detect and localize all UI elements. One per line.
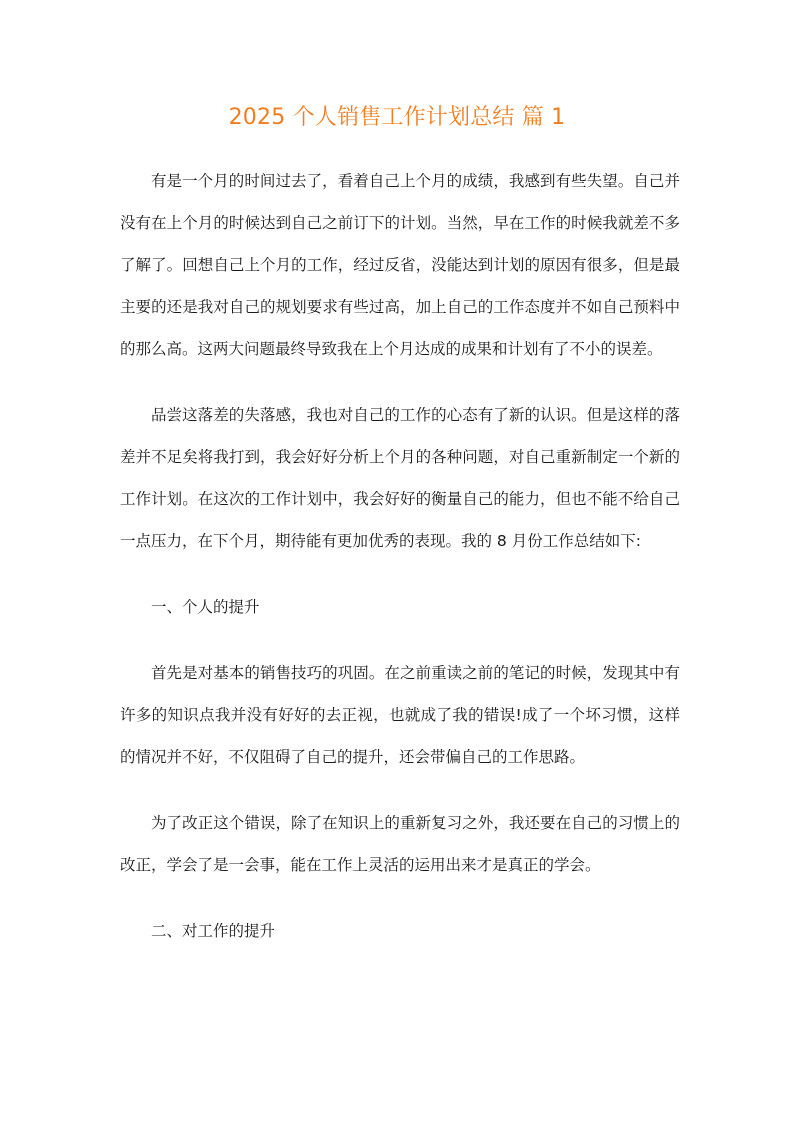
paragraph: 为了改正这个错误，除了在知识上的重新复习之外，我还要在自己的习惯上的改正，学会了是一会事，能在工作上灵活的运用出来才是真正的学会。 bbox=[120, 814, 680, 874]
paragraph-spacer bbox=[120, 628, 680, 652]
paragraph-spacer bbox=[120, 562, 680, 586]
document-body bbox=[120, 160, 680, 952]
paragraph: 品尝这落差的失落感，我也对自己的工作的心态有了新的认识。但是这样的落差并不足矣将我打到，我会好好分析上个月的各种问题，对自己重新制定一个新的工作计划。在这次的工作计划中，我会好好的衡量自己的能力，但也不能不给自己一点压力，在下个月，期待能有更加优秀的表现。我的 8 月份工作总结如下: bbox=[120, 406, 680, 550]
paragraph: 首先是对基本的销售技巧的巩固。在之前重读之前的笔记的时候，发现其中有许多的知识点我并没有好好的去正视，也就成了我的错误!成了一个坏习惯，这样的情况并不好，不仅阻碍了自己的提升，还会带偏自己的工作思路。 bbox=[120, 664, 680, 766]
section-heading: 一、个人的提升 bbox=[151, 598, 260, 616]
paragraph-spacer bbox=[120, 370, 680, 394]
paragraph-spacer bbox=[120, 886, 680, 910]
document-title: 2025 个人销售工作计划总结 篇 1 bbox=[228, 105, 566, 130]
section-heading: 二、对工作的提升 bbox=[151, 922, 276, 940]
paragraph: 有是一个月的时间过去了，看着自己上个月的成绩，我感到有些失望。自己并没有在上个月的时候达到自己之前订下的计划。当然，早在工作的时候我就差不多了解了。回想自己上个月的工作，经过反省，没能达到计划的原因有很多，但是最主要的还是我对自己的规划要求有些过高，加上自己的工作态度并不如自己预料中的那么高。这两大问题最终导致我在上个月达成的成果和计划有了不小的误差。 bbox=[120, 172, 680, 358]
paragraph-spacer bbox=[120, 778, 680, 802]
